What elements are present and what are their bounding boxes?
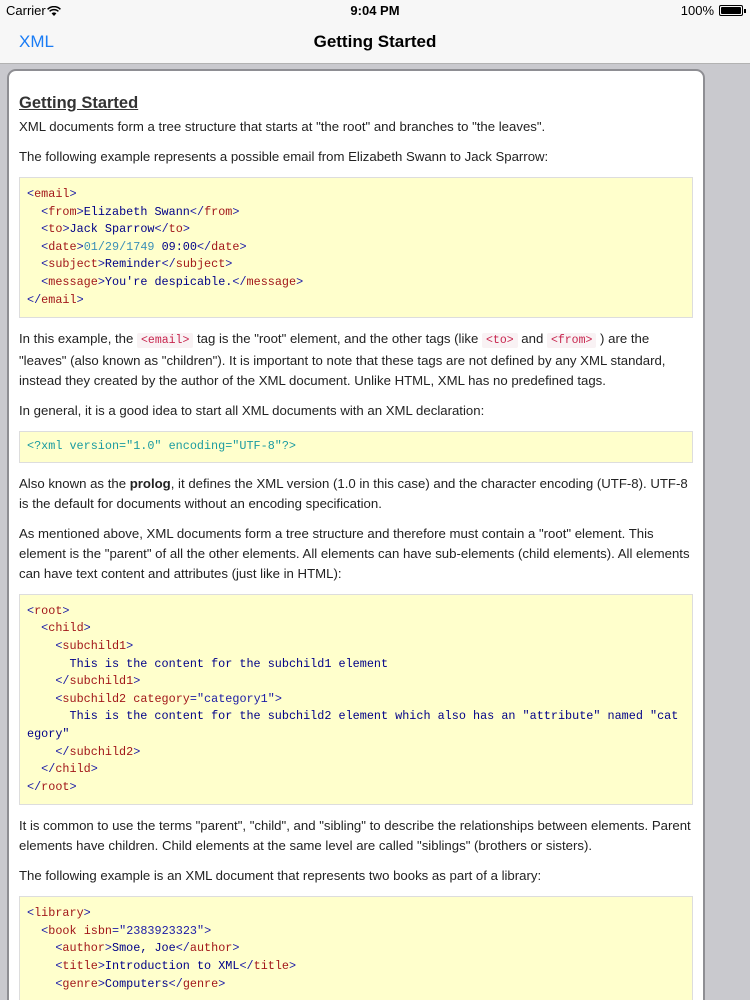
paragraph-3-text-d: ) are the "leaves" (also known as "children"). It is important to note that these tags are not defined by any XML standard, instead they created by the author of the XML document. Unlike HTML, XML has no predefined tags.	[19, 331, 666, 389]
code-line: <subject>Reminder</subject>	[41, 257, 233, 272]
paragraph-6: As mentioned above, XML documents form a tree structure and therefore must contain a "root" element. This element is the "parent" of all the other elements. All elements can have sub-elements (child elements). All elements can have text content and attributes (just like in HTML):	[19, 525, 690, 581]
back-button[interactable]: XML	[19, 32, 54, 51]
code-line: </email>	[27, 292, 84, 307]
inline-code-to: <to>	[482, 333, 518, 348]
code-line: <root>	[27, 603, 70, 618]
code-line: <from>Elizabeth Swann</from>	[41, 204, 240, 219]
status-bar	[0, 0, 750, 22]
code-line: <child>	[41, 621, 91, 636]
code-line: </subchild2>	[55, 744, 141, 759]
article	[19, 94, 693, 1000]
code-line: </root>	[27, 779, 77, 794]
paragraph-5-text-a: Also known as the	[19, 475, 130, 491]
code-block-root	[19, 594, 693, 806]
prolog-term: prolog	[129, 475, 171, 491]
navigation-bar	[0, 22, 750, 64]
code-line: <subchild2 category="category1">	[55, 691, 282, 706]
clock: 9:04 PM	[350, 3, 400, 18]
code-line: This is the content for the subchild1 element	[69, 656, 389, 671]
code-line: <subchild1>	[55, 638, 134, 653]
code-line: This is the content for the subchild2 element which also has an "attribute" named "category"	[27, 709, 679, 741]
code-line: <book isbn="2383923323">	[41, 923, 212, 938]
code-block-library	[19, 896, 693, 1000]
code-line: <author>Smoe, Joe</author>	[55, 941, 240, 956]
code-line: </subchild1>	[55, 674, 141, 689]
paragraph-3-text-b: tag is the "root" element, and the other tags (like	[193, 331, 483, 347]
inline-code-email: <email>	[137, 333, 193, 348]
page-title: Getting Started	[313, 32, 437, 51]
paragraph-7: It is common to use the terms "parent", "child", and "sibling" to describe the relationships between elements. Parent elements have children. Child elements at the same level are called "siblings" (brothers or sisters).	[19, 818, 691, 854]
paragraph-2: The following example represents a possible email from Elizabeth Swann to Jack Sparrow:	[19, 149, 549, 164]
paragraph-5	[19, 474, 693, 514]
paragraph-3-text-a: In this example, the	[19, 331, 138, 347]
code-line: <to>Jack Sparrow</to>	[41, 222, 190, 237]
battery-percent: 100%	[680, 3, 714, 18]
code-line: <title>Introduction to XML</title>	[55, 959, 297, 974]
carrier-label: Carrier	[6, 3, 46, 18]
code-line: <message>You're despicable.</message>	[41, 274, 304, 289]
code-line: </child>	[41, 762, 98, 777]
paragraph-3	[19, 329, 693, 391]
paragraph-1: XML documents form a tree structure that starts at "the root" and branches to "the leaves".	[19, 119, 546, 134]
content-card[interactable]	[7, 69, 705, 1000]
code-block-email	[19, 177, 693, 318]
code-line: <email>	[27, 187, 77, 201]
code-line: <library>	[27, 906, 91, 921]
code-line: <date>01/29/1749 09:00</date>	[41, 239, 247, 254]
paragraph-8: The following example is an XML document that represents two books as part of a library:	[19, 868, 542, 884]
code-line: <genre>Computers</genre>	[55, 976, 226, 991]
paragraph-5-text-b: , it defines the XML version (1.0 in this case) and the character encoding (UTF-8). UTF-8 is the default for documents without an encoding specification.	[19, 475, 688, 511]
article-heading: Getting Started	[19, 94, 139, 112]
paragraph-4: In general, it is a good idea to start all XML documents with an XML declaration:	[19, 403, 485, 419]
battery-icon	[719, 5, 743, 16]
code-block-declaration: <?xml version="1.0" encoding="UTF-8"?>	[19, 431, 693, 463]
inline-code-from: <from>	[547, 333, 596, 348]
paragraph-3-text-c: and	[517, 331, 547, 347]
